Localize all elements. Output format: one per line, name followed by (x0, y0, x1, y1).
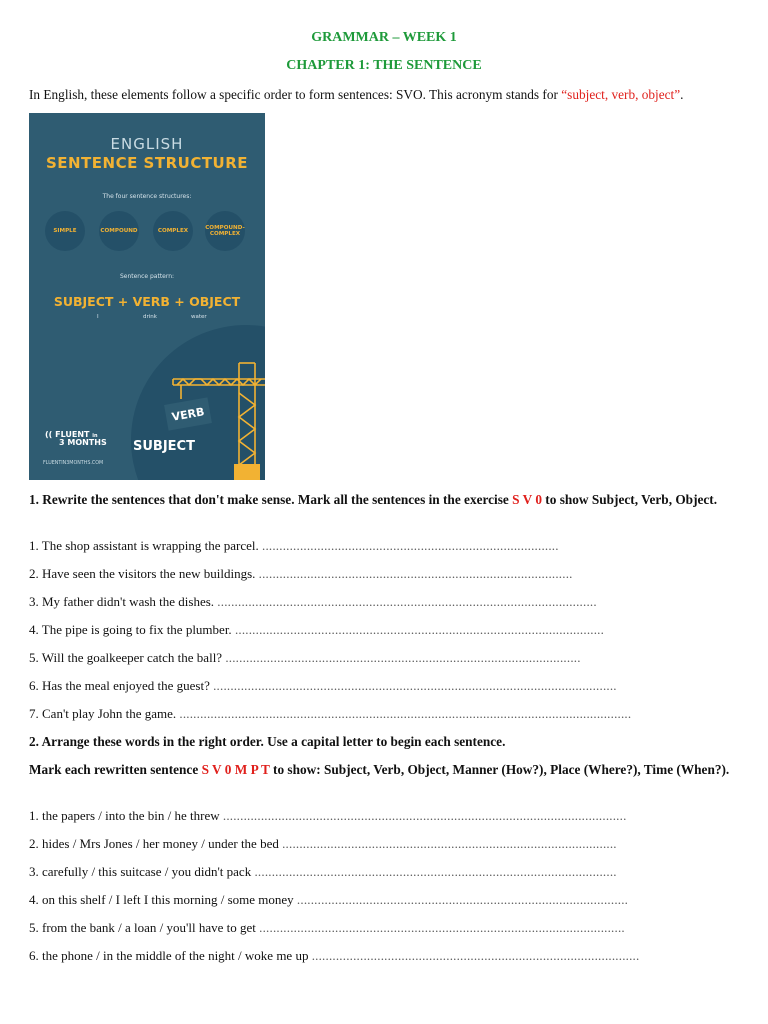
crane-illustration (29, 113, 265, 480)
sentence-structure-poster (29, 113, 265, 480)
brand-line1: FLUENT (55, 430, 90, 439)
structure-compound: COMPOUND (99, 211, 139, 251)
poster-line2: SENTENCE STRUCTURE (45, 154, 249, 172)
exercise1-item[interactable]: 7. Can't play John the game. ................................................................................................................................... (29, 706, 632, 721)
exercise1-item[interactable]: 5. Will the goalkeeper catch the ball? ....................................................................................................... (29, 650, 581, 665)
exercise2-item[interactable]: 5. from the bank / a loan / you'll have to get .......................................................................................................... (29, 920, 625, 935)
exercise2-item[interactable]: 2. hides / Mrs Jones / her money / under the bed ................................................................................................. (29, 836, 617, 851)
intro-text: In English, these elements follow a specific order to form sentences: SVO. This acronym stands for (29, 87, 562, 102)
example-verb: drink (143, 314, 157, 320)
brand-url: FLUENTIN3MONTHS.COM (43, 461, 104, 466)
exercise2-item[interactable]: 1. the papers / into the bin / he threw ..................................................................................................................... (29, 808, 627, 823)
exercise1-instruction (29, 491, 749, 509)
exercise2-instruction: 2. Arrange these words in the right order. Use a capital letter to begin each sentence. (29, 734, 506, 749)
exercise2-item[interactable]: 6. the phone / in the middle of the night / woke me up ............................................................................................... (29, 948, 640, 963)
example-object: water (191, 314, 207, 320)
structure-compound-complex: COMPOUND-COMPLEX (205, 211, 245, 251)
verb-card: VERB (164, 397, 212, 430)
intro-paragraph (29, 87, 683, 103)
page-title: GRAMMAR – WEEK 1 (311, 30, 457, 45)
exercise1-item[interactable]: 3. My father didn't wash the dishes. .............................................................................................................. (29, 594, 597, 609)
structure-simple: SIMPLE (45, 211, 85, 251)
brand-in: in (92, 433, 98, 439)
poster-four-label: The four sentence structures: (102, 193, 192, 200)
poster-line1: ENGLISH (110, 135, 184, 153)
poster-pattern: SUBJECT + VERB + OBJECT (53, 294, 241, 309)
exercise1-marker: S V 0 (512, 492, 542, 507)
exercise1-item[interactable]: 6. Has the meal enjoyed the guest? ..................................................................................................................... (29, 678, 617, 693)
intro-end: . (680, 87, 684, 102)
intro-highlight: “subject, verb, object” (561, 87, 681, 102)
exercise1-item[interactable]: 2. Have seen the visitors the new buildings. ........................................................................................... (29, 566, 573, 581)
exercise2-mark-a: Mark each rewritten sentence (29, 762, 202, 777)
exercise1-instruction-b: to show Subject, Verb, Object. (541, 492, 718, 507)
structure-complex: COMPLEX (153, 211, 193, 251)
example-subject: I (97, 314, 99, 320)
exercise2-marker: S V 0 M P T (201, 762, 270, 777)
poster-pattern-label: Sentence pattern: (119, 273, 175, 280)
brand-wave-icon: (( (45, 430, 53, 439)
chapter-title: CHAPTER 1: THE SENTENCE (286, 58, 482, 73)
exercise2-mark-b: to show: Subject, Verb, Object, Manner (How?), Place (Where?), Time (When?). (269, 762, 730, 777)
exercise2-mark-instruction (29, 761, 749, 779)
poster-brand (45, 431, 107, 448)
exercise1-item[interactable]: 4. The pipe is going to fix the plumber. ........................................................................................................... (29, 622, 605, 637)
exercise2-item[interactable]: 3. carefully / this suitcase / you didn't pack ......................................................................................................... (29, 864, 617, 879)
exercise2-item[interactable]: 4. on this shelf / I left I this morning / some money ................................................................................................ (29, 892, 629, 907)
exercise1-item[interactable]: 1. The shop assistant is wrapping the parcel. ...................................................................................... (29, 538, 559, 553)
brand-line2: 3 MONTHS (59, 438, 107, 448)
subject-card: SUBJECT (133, 439, 195, 454)
exercise1-instruction-a: 1. Rewrite the sentences that don't make sense. Mark all the sentences in the exercise (29, 492, 513, 507)
